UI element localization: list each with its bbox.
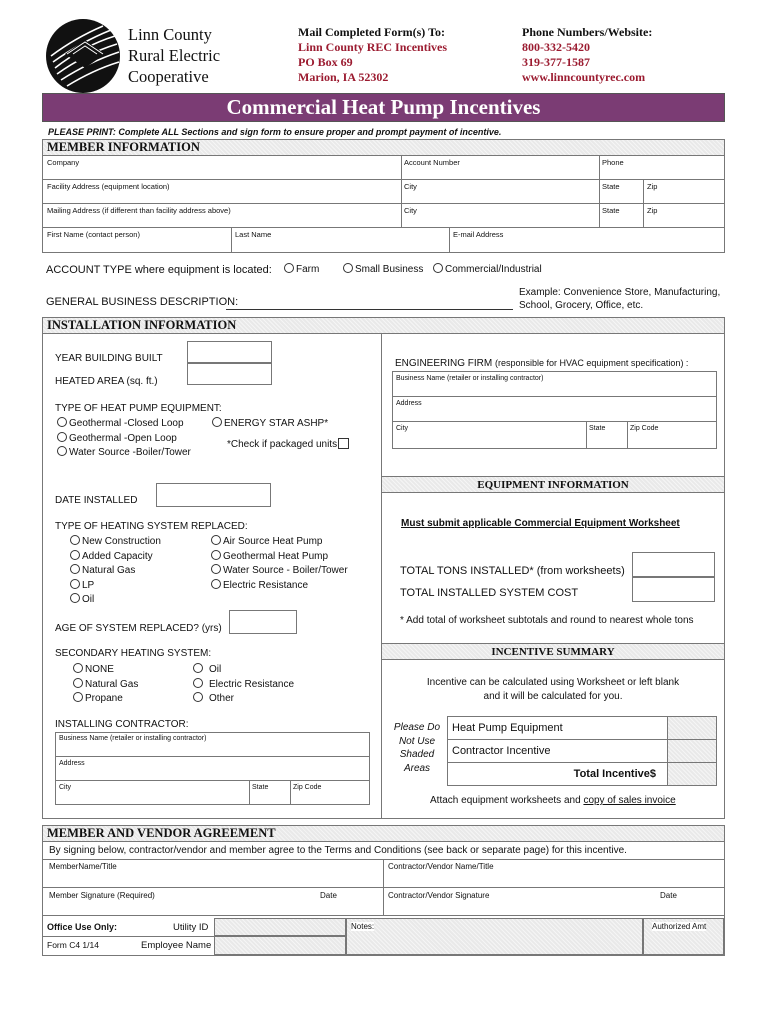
org-line-2: Rural Electric [128,46,221,65]
radio-icon[interactable] [73,663,83,673]
option-label: Farm [296,264,320,275]
title-bar [42,93,725,122]
secondary-col-1 [73,663,138,707]
option-label: Commercial/Industrial [445,264,542,275]
hp-type-open-loop[interactable] [57,432,177,444]
incentive-heading: INCENTIVE SUMMARY [491,646,615,658]
hp-type-label: TYPE OF HEAT PUMP EQUIPMENT: [55,403,222,414]
phone-block [522,25,652,85]
replaced-col-2 [211,535,348,593]
radio-icon[interactable] [193,663,203,673]
option-label: Geothermal -Open Loop [69,433,177,444]
last-name-field[interactable]: Last Name [235,230,272,239]
account-number-field[interactable]: Account Number [404,158,460,167]
replaced-option[interactable] [70,579,161,594]
radio-icon[interactable] [284,263,294,273]
note-line: Please Do [393,722,441,733]
note-line: Shaded [399,749,435,760]
replaced-col-1 [70,535,161,608]
option-label: Other [209,693,235,704]
do-not-use-note [390,721,444,775]
form-number: Form C4 1/14 [47,940,99,950]
facility-state-field[interactable]: State [602,182,620,191]
facility-address-field[interactable]: Facility Address (equipment location) [47,182,170,191]
secondary-option[interactable] [193,678,294,693]
radio-icon[interactable] [212,417,222,427]
total-tons-input[interactable] [632,552,715,577]
business-desc-example-2: School, Grocery, Office, etc. [519,300,644,311]
total-cost-input[interactable] [632,577,715,602]
shaded-contractor [668,740,716,763]
option-label: Natural Gas [85,678,139,690]
option-label: Oil [82,594,95,605]
radio-icon[interactable] [211,579,221,589]
radio-icon[interactable] [70,550,80,560]
contractor-address-field[interactable]: Address [59,760,85,767]
mailing-city-field[interactable]: City [404,206,417,215]
attach-note [430,795,676,806]
option-label: ENERGY STAR ASHP* [224,418,329,429]
contractor-zip-field[interactable]: Zip Code [293,784,322,791]
packaged-note: *Check if packaged units [227,439,338,450]
contractor-grid [55,732,370,805]
utility-id-label: Utility ID [173,922,209,933]
incentive-note [382,676,724,704]
mail-line-3: Marion, IA 52302 [298,70,389,84]
date-installed-input[interactable] [156,483,271,507]
org-line-1: Linn County [128,25,212,44]
secondary-col-2 [193,663,294,707]
date-installed-label: DATE INSTALLED [55,495,138,506]
agreement-text: By signing below, contractor/vendor and member agree to the Terms and Conditions (see back or separate page) for this incentive. [49,845,627,856]
mailing-state-field[interactable]: State [602,206,620,215]
shaded-heat-pump [668,717,716,740]
radio-icon[interactable] [70,579,80,589]
account-type-commercial[interactable] [433,263,542,275]
employee-name-input[interactable] [214,936,346,955]
option-label: Propane [85,693,123,704]
account-type-farm[interactable] [284,263,319,275]
mail-title: Mail Completed Form(s) To: [298,25,445,39]
hp-type-water-source[interactable] [57,446,191,458]
radio-icon[interactable] [73,678,83,688]
logo-icon [45,18,121,94]
instructions: PLEASE PRINT: Complete ALL Sections and sign form to ensure proper and prompt payment of incentive. [48,127,502,137]
secondary-option[interactable] [73,678,138,693]
replaced-option[interactable] [211,564,348,579]
account-type-small-business[interactable] [343,263,423,275]
radio-icon[interactable] [70,593,80,603]
email-field[interactable]: E-mail Address [453,230,504,239]
radio-icon[interactable] [433,263,443,273]
secondary-option[interactable] [193,692,294,707]
phone-2: 319-377-1587 [522,55,590,69]
radio-icon[interactable] [73,692,83,702]
replaced-option[interactable] [70,535,161,550]
business-desc-example-1: Example: Convenience Store, Manufacturing, [519,287,721,298]
radio-icon[interactable] [57,417,67,427]
member-date-field[interactable]: Date [320,891,337,900]
incentive-note-2: and it will be calculated for you. [483,691,623,702]
attach-prefix: Attach equipment worksheets and [430,795,584,806]
option-label: New Construction [82,536,161,547]
column-divider [381,334,382,819]
radio-icon[interactable] [211,535,221,545]
engineering-business-field[interactable]: Business Name (retailer or installing contractor) [396,375,544,382]
option-label: Oil [209,664,222,675]
engineering-label [395,358,688,369]
member-signature-field[interactable]: Member Signature (Required) [49,891,155,900]
incentive-note-1: Incentive can be calculated using Worksheet or left blank [426,677,680,688]
replaced-option[interactable] [211,550,348,565]
radio-icon[interactable] [57,432,67,442]
org-name [128,24,220,87]
mail-block [298,25,447,85]
shaded-total [668,763,716,785]
replaced-option[interactable] [70,550,161,565]
vendor-signature-field[interactable]: Contractor/Vendor Signature [388,891,490,900]
hp-type-closed-loop[interactable] [57,417,184,429]
contractor-business-field[interactable]: Business Name (retailer or installing contractor) [59,735,207,742]
total-incentive-label: Total Incentive$ [573,768,656,780]
member-name-field[interactable]: MemberName/Title [49,862,117,871]
phone-1: 800-332-5420 [522,40,590,54]
installation-heading: INSTALLATION INFORMATION [47,318,237,332]
incentive-table [447,716,717,786]
replaced-option[interactable] [70,564,161,579]
note-line: Areas [403,762,431,774]
option-label: Small Business [355,264,424,275]
member-info-header [42,139,725,156]
engineering-state-field[interactable]: State [589,425,606,432]
replaced-option[interactable] [211,535,348,550]
phone-title: Phone Numbers/Website: [522,25,653,39]
org-line-3: Cooperative [128,67,209,86]
equipment-heading: EQUIPMENT INFORMATION [477,479,629,491]
option-label: Geothermal Heat Pump [223,550,329,562]
option-label: Water Source -Boiler/Tower [69,447,191,458]
hp-type-energy-star[interactable] [212,417,328,429]
radio-icon[interactable] [70,564,80,574]
incentive-header [382,643,724,660]
contractor-city-field[interactable]: City [59,784,72,791]
member-info-grid [42,156,725,253]
facility-city-field[interactable]: City [404,182,417,191]
heated-area-label: HEATED AREA (sq. ft.) [55,376,158,387]
total-tons-label: TOTAL TONS INSTALLED* (from worksheets) [400,565,625,577]
option-label: NONE [85,664,114,675]
website-link[interactable]: www.linncountyrec.com [522,70,646,84]
radio-icon[interactable] [193,692,203,702]
facility-zip-field[interactable]: Zip [647,182,658,191]
phone-field[interactable]: Phone [602,158,624,167]
option-label: Electric Resistance [223,579,309,591]
year-built-label: YEAR BUILDING BUILT [55,353,163,364]
attach-link: copy of sales invoice [583,795,676,806]
radio-icon[interactable] [211,564,221,574]
engineering-grid [392,371,717,449]
mailing-address-field[interactable]: Mailing Address (if different than facility address above) [47,206,231,215]
agreement-frame [42,842,725,916]
engineering-address-field[interactable]: Address [396,400,422,407]
option-label: Water Source - Boiler/Tower [223,565,348,576]
utility-id-input[interactable] [214,918,346,936]
member-info-heading: MEMBER INFORMATION [47,140,200,154]
installation-header [42,317,725,334]
heated-area-input[interactable] [187,363,272,385]
total-cost-label: TOTAL INSTALLED SYSTEM COST [400,587,579,599]
secondary-option[interactable] [73,692,138,707]
office-use-label: Office Use Only: [47,922,118,932]
option-label: Natural Gas [82,565,136,576]
age-input[interactable] [229,610,297,634]
radio-icon[interactable] [193,678,203,688]
notes-label: Notes: [351,922,375,931]
account-type-label: ACCOUNT TYPE where equipment is located: [46,264,272,276]
mail-line-1: Linn County REC Incentives [298,40,448,54]
contractor-incentive-label: Contractor Incentive [452,745,551,757]
replaced-option[interactable] [70,593,161,608]
agreement-heading: MEMBER AND VENDOR AGREEMENT [47,826,276,840]
engineering-city-field[interactable]: City [396,425,409,432]
radio-icon[interactable] [70,535,80,545]
agreement-header [42,825,725,842]
packaged-units[interactable] [227,438,349,450]
option-label: Added Capacity [82,550,153,562]
secondary-option[interactable] [193,663,294,678]
employee-name-label: Employee Name [141,940,212,951]
year-built-input[interactable] [187,341,272,363]
contractor-state-field[interactable]: State [252,784,269,791]
replaced-label: TYPE OF HEATING SYSTEM REPLACED: [55,521,248,532]
secondary-option[interactable] [73,663,138,678]
engineering-note: (responsible for HVAC equipment specification) : [495,358,689,368]
engineering-title: ENGINEERING FIRM [395,358,493,369]
business-desc-line[interactable] [226,309,513,310]
page-title: Commercial Heat Pump Incentives [226,95,541,119]
engineering-zip-field[interactable]: Zip Code [630,425,659,432]
mail-line-2: PO Box 69 [298,55,353,69]
business-desc-label: GENERAL BUSINESS DESCRIPTION: [46,296,239,308]
option-label: LP [82,579,95,591]
coop-logo [45,18,121,94]
age-label: AGE OF SYSTEM REPLACED? (yrs) [55,623,222,634]
notes-box[interactable] [346,918,643,955]
checkbox-icon[interactable] [338,438,349,449]
radio-icon[interactable] [57,446,67,456]
tons-footnote: * Add total of worksheet subtotals and round to nearest whole tons [400,615,694,626]
authorized-amt-box[interactable] [643,918,724,955]
option-label: Electric Resistance [209,678,295,690]
first-name-field[interactable]: First Name (contact person) [47,230,140,239]
option-label: Air Source Heat Pump [223,536,323,547]
option-label: Geothermal -Closed Loop [69,418,184,429]
vendor-date-field[interactable]: Date [660,891,677,900]
secondary-label: SECONDARY HEATING SYSTEM: [55,648,212,659]
radio-icon[interactable] [343,263,353,273]
must-submit-note: Must submit applicable Commercial Equipment Worksheet [401,518,680,529]
authorized-amt-label: Authorized Amt [652,922,707,931]
equipment-header [382,476,724,493]
note-line: Not Use [398,735,436,747]
contractor-label: INSTALLING CONTRACTOR: [55,719,189,730]
heat-pump-equipment-label: Heat Pump Equipment [452,722,563,734]
vendor-name-field[interactable]: Contractor/Vendor Name/Title [388,862,494,871]
replaced-option[interactable] [211,579,348,594]
radio-icon[interactable] [211,550,221,560]
mailing-zip-field[interactable]: Zip [647,206,658,215]
company-field[interactable]: Company [47,158,80,167]
